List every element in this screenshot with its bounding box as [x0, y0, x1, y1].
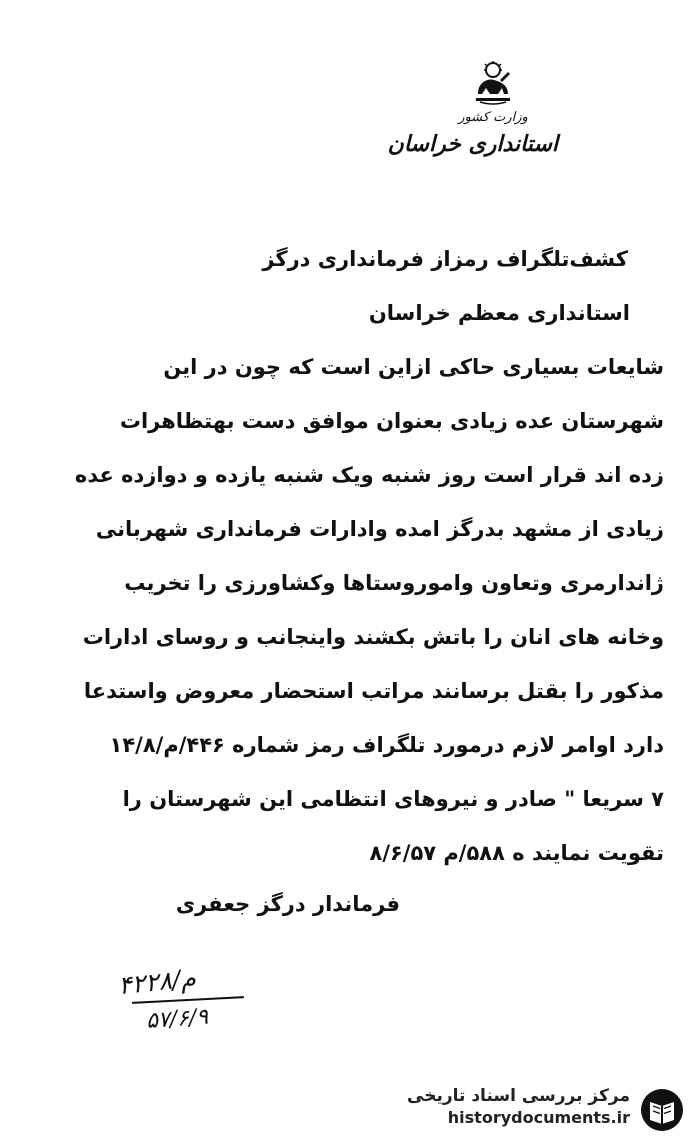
body-line: ۷ سریعا " صادر و نیروهای انتظامی این شهرستان را — [122, 787, 664, 811]
body-line: شهرستان عده زیادی بعنوان موافق دست بهتظاهرات — [119, 409, 664, 433]
letterhead — [387, 60, 558, 157]
body-line: تقویت نمایند ه ۵۸۸/م ۸/۶/۵۷ — [369, 841, 664, 865]
body-line: زیادی از مشهد بدرگز امده وادارات فرمانداری شهربانی — [95, 517, 664, 541]
body-line: شایعات بسیاری حاکی ازاین است که چون در این — [163, 355, 664, 379]
body-line: دارد اوامر لازم درمورد تلگراف رمز شماره ۴۴۶/م/۱۴/۸ — [109, 733, 664, 757]
registration-number: ۴۲۲۸/م — [116, 963, 198, 1001]
watermark-site: historydocuments.ir — [447, 1108, 630, 1127]
ministry-name: وزارت کشور — [458, 110, 528, 125]
telegram-subject: کشف‌تلگراف رمزاز فرمانداری درگز — [262, 247, 628, 271]
lion-and-sun-emblem-icon — [472, 60, 514, 106]
registration-date: ۵۷/۶/۹ — [145, 1004, 209, 1034]
watermark-title: مرکز بررسی اسناد تاریخی — [407, 1086, 630, 1106]
body-line: مذکور را بقتل برسانند مراتب استحضار معروض واستدعا — [83, 679, 664, 703]
registration-stamp — [116, 963, 258, 1034]
body-line: ژاندارمری وتعاون واموروستاها وکشاورزی را تخریب — [124, 571, 664, 595]
body-line: وخانه های انان را باتش بکشند واینجانب و روسای ادارات — [82, 625, 664, 649]
book-logo-icon — [640, 1088, 684, 1132]
signature-line: فرماندار درگز جعفری — [175, 892, 400, 916]
watermark-text — [407, 1086, 630, 1127]
telegram-body — [24, 232, 664, 880]
watermark — [390, 1082, 690, 1142]
addressee: استانداری معظم خراسان — [368, 301, 630, 325]
province-office-name: استانداری خراسان — [387, 131, 558, 157]
body-line: زده اند قرار است روز شنبه ویک شنبه یازده و دوازده عده — [74, 463, 664, 487]
